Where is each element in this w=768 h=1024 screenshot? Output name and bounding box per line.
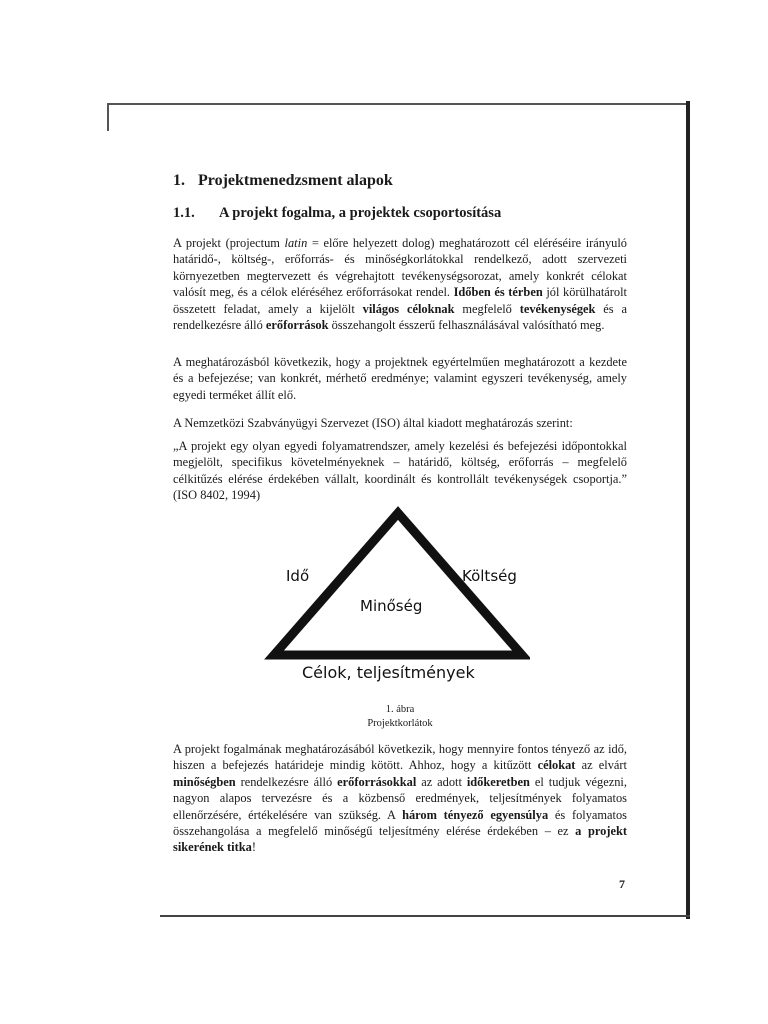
paragraph-text: rendelkezésre álló <box>235 774 338 789</box>
page-border-top <box>107 103 688 105</box>
figure-number: 1. ábra <box>385 704 415 715</box>
bold-text: tevékenységek <box>519 301 596 316</box>
chapter-heading <box>173 172 393 190</box>
bold-text: minőségben <box>173 774 236 789</box>
diagram-label-cost: Költség <box>462 567 517 585</box>
page-number: 7 <box>619 877 625 891</box>
bold-text: a projekt sikerének titka <box>173 824 627 855</box>
chapter-number: 1. <box>173 172 185 189</box>
diagram-label-quality: Minőség <box>360 597 423 615</box>
chapter-title: Projektmenedzsment alapok <box>198 172 393 189</box>
bold-text: három tényező egyensúlya <box>402 807 549 822</box>
diagram-label-time: Idő <box>286 567 310 585</box>
paragraph-consequence: A meghatározásból következik, hogy a projektnek egyértelműen meghatározott a kezdete és a befejezése; van konkrét, mérhető eredménye; valamint egyszeri tevékenység, amely egyedi terméket állít elő. <box>173 355 627 402</box>
paragraph-iso-intro: A Nemzetközi Szabványügyi Szervezet (ISO) által kiadott meghatározás szerint: <box>173 416 573 430</box>
page-border-right <box>686 101 690 919</box>
section-number: 1.1. <box>173 205 195 221</box>
bold-text: Időben és térben <box>453 285 543 300</box>
paragraph-text: és folyamatos összehangolása a megfelelő minőségű teljesítmény elérése érdekében – ez <box>173 807 628 839</box>
bold-text: világos céloknak <box>362 301 455 316</box>
paragraph-text: megfelelő <box>454 301 520 316</box>
paragraph-text: A projekt (projectum <box>173 236 285 250</box>
paragraph-text: = előre helyezett dolog) meghatározott cél eléréséire irányuló határidő-, költség-, erőforrás- és minőségkorlátokkal rendelkező, adott szervezeti környezetben megtervezett és végrehajtott tevékenységsorozat, amely konkrét célokat valósít meg, és a célok eléréséhez erőforrásokat rendel. <box>173 236 627 300</box>
paragraph-iso-quote: „A projekt egy olyan egyedi folyamatrendszer, amely kezelési és befejezési időpontokkal megjelölt, specifikus követelményeknek – határidő, költség, erőforrás – megfelelő célkitűzés elérése érdekében vállalt, koordinált és kontrollált tevékenységek csoportja.” (ISO 8402, 1994) <box>173 439 627 503</box>
paragraph-text: az elvárt <box>575 758 627 773</box>
paragraph-text: összehangolt ésszerű felhasználásával valósítható meg. <box>328 318 605 333</box>
paragraph-text: jól körülhatárolt összetett feladat, amely a kijelölt <box>173 285 627 316</box>
page-border-left <box>107 103 109 131</box>
page-border-bottom <box>160 915 690 917</box>
bold-text: célokat <box>537 758 576 773</box>
paragraph-text: ! <box>251 840 256 855</box>
paragraph-text: A projekt fogalmának meghatározásából következik, hogy mennyire fontos tényező az idő, hiszen a befejezés határideje mindig kötött. Ahhoz, hogy a kitűzött <box>173 742 627 773</box>
bold-text: erőforrások <box>265 318 329 333</box>
figure-caption: Projektkorlátok <box>367 718 433 729</box>
paragraph-conclusion <box>173 741 627 856</box>
diagram-label-goals: Célok, teljesítmények <box>302 663 475 682</box>
italic-text: latin <box>284 236 308 250</box>
section-heading <box>173 205 501 222</box>
paragraph-definition <box>173 235 627 333</box>
bold-text: időkeretben <box>466 774 530 789</box>
paragraph-text: az adott <box>416 774 467 789</box>
section-title: A projekt fogalma, a projektek csoportosítása <box>219 205 502 221</box>
paragraph-text: és a rendelkezésre álló <box>173 301 627 333</box>
paragraph-text: el tudjuk végezni, nagyon alapos tervezésre és a közbenső eredmények, teljesítmények folyamatos ellenőrzésére, értékelésére van szükség. A <box>173 774 627 822</box>
bold-text: erőforrásokkal <box>337 774 417 789</box>
project-triangle-diagram <box>260 505 530 675</box>
